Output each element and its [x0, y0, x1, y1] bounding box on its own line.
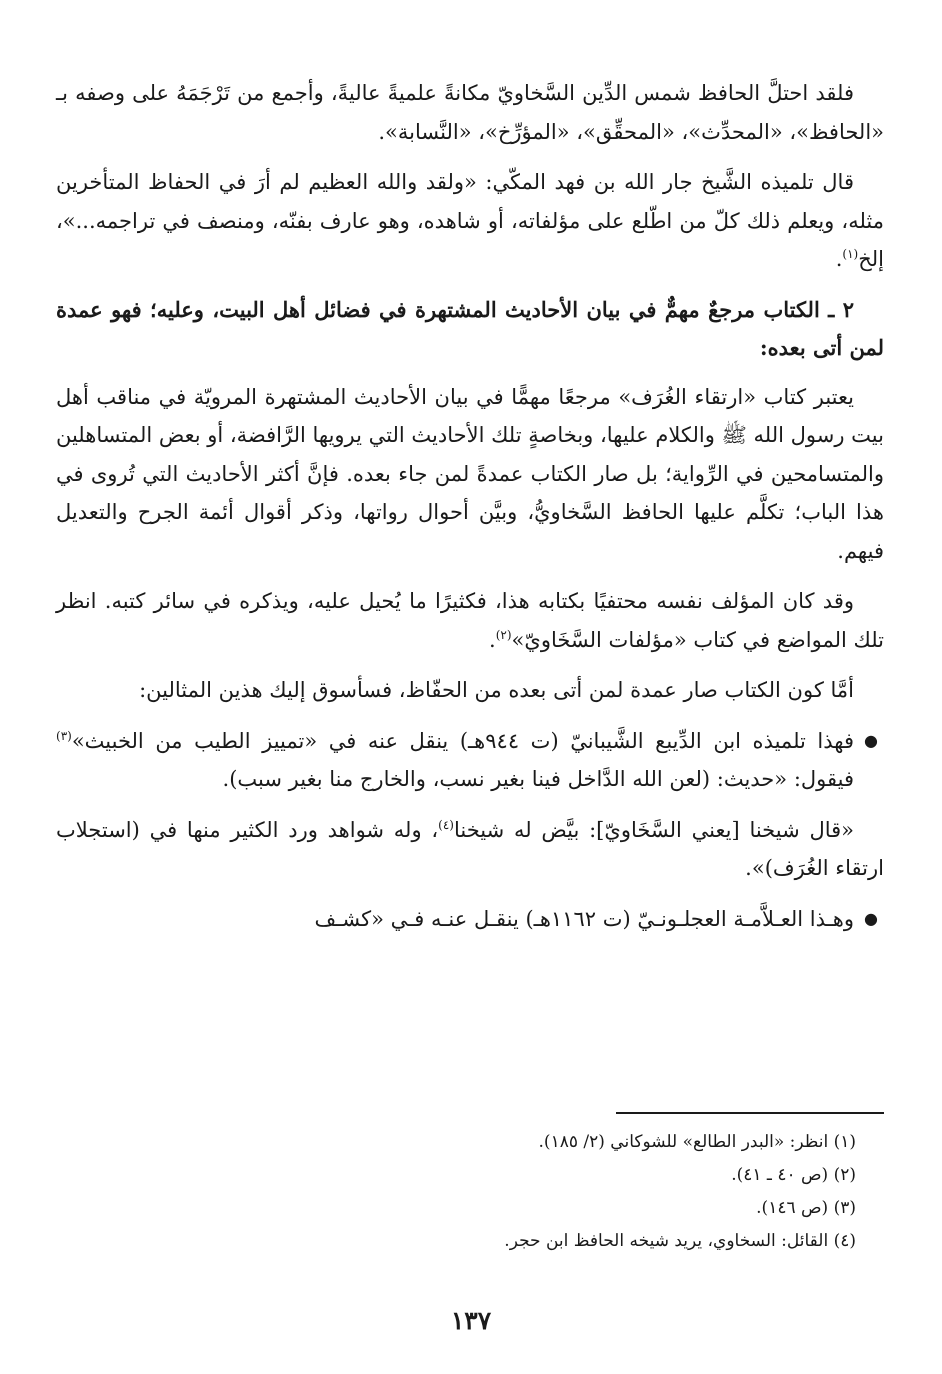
- paragraph-text: فلقد احتلَّ الحافظ شمس الدِّين السَّخاويّ مكانةً علميةً عاليةً، وأجمع من تَرْجَمَهُ على وصفه بـ «الحافظ»، «المحدِّث»، «المحقِّق»، «المؤرِّخ»، «النَّسابة».: [56, 81, 884, 144]
- paragraph-text-continued: ، وله شواهد ورد الكثير منها في (استجلاب ارتقاء الغُرَف)».: [56, 817, 884, 880]
- footnote: (٢) (ص ٤٠ ـ ٤١).: [731, 1165, 856, 1185]
- footnote-marker: (٢): [495, 627, 512, 642]
- paragraph-text: قال تلميذه الشَّيخ جار الله بن فهد المكّي: «ولقد والله العظيم لم أرَ في الحفاظ المتأخرين مثله، ويعلم ذلك كلّ من اطّلع على مؤلفاته، أو شاهده، وهو عارف بفنّه، ومنصف في تراجمه...»، إلخ: [56, 170, 884, 271]
- paragraph-text: أمَّا كون الكتاب صار عمدة لمن أتى بعده من الحفّاظ، فسأسوق إليك هذين المثالين:: [139, 678, 854, 702]
- footnote-marker: (١): [842, 247, 859, 261]
- section-heading: [56, 291, 884, 368]
- paragraph-text-continued: .: [489, 627, 496, 652]
- paragraph-text: يعتبر كتاب «ارتقاء الغُرَف» مرجعًا مهمًّا في بيان الأحاديث المشتهرة المرويّة في مناقب أهل بيت رسول الله ﷺ والكلام عليها، وبخاصةٍ تلك الأحاديث التي يرويها الرَّافضة، أو بعض المتساهلين والمتسامحين في الرِّواية؛ بل صار الكتاب عمدةً لمن جاء بعده. فإنَّ أكثر الأحاديث التي تُروى في هذا الباب؛ تكلَّم عليها الحافظ السَّخاويُّ، وبيَّن أحوال رواتها، وذكر أقوال أئمة الجرح والتعديل فيهم.: [55, 384, 884, 563]
- footnote-marker: (٣): [56, 728, 72, 743]
- paragraph: [56, 74, 884, 151]
- paragraph: [56, 378, 884, 571]
- bullet-paragraph: [56, 722, 884, 799]
- bullet-paragraph: [56, 900, 884, 939]
- footnote: (٤) القائل: السخاوي، يريد شيخه الحافظ ابن حجر.: [504, 1231, 856, 1251]
- paragraph: [56, 811, 884, 888]
- paragraph-text-continued: فيقول: «حديث: (لعن الله الدَّاخل فينا بغير نسب، والخارج منا بغير سبب).: [222, 767, 854, 791]
- footnote: (١) انظر: «البدر الطالع» للشوكاني (٢/ ١٨٥).: [538, 1132, 856, 1152]
- paragraph: [56, 163, 884, 279]
- main-text: [56, 74, 884, 950]
- page-number: ١٣٧: [450, 1306, 492, 1335]
- bullet-icon: ●: [864, 730, 878, 750]
- footnote: (٣) (ص ١٤٦).: [756, 1198, 856, 1218]
- paragraph-text: «قال شيخنا [يعني السَّخَاويّ]: بيَّض له شيخنا: [453, 817, 854, 842]
- paragraph-text: وهـذا العـلاَّمـة العجلـونـيّ (ت ١١٦٢هـ) ينقـل عنـه فـي «كشـف: [314, 906, 854, 931]
- paragraph: [56, 582, 884, 659]
- paragraph-text: ٢ ـ الكتاب مرجعٌ مهمٌّ في بيان الأحاديث المشتهرة في فضائل أهل البيت، وعليه؛ فهو عمدة لمن أتى بعده:: [56, 296, 884, 360]
- footnotes: [56, 1126, 884, 1258]
- footnote-divider: [616, 1112, 884, 1114]
- paragraph-text: وقد كان المؤلف نفسه محتفيًا بكتابه هذا، فكثيرًا ما يُحيل عليه، ويذكره في سائر كتبه. انظر تلك المواضع في كتاب «مؤلفات السَّخَاويّ»: [56, 589, 884, 652]
- paragraph: [56, 671, 884, 710]
- footnote-marker: (٤): [438, 817, 454, 832]
- paragraph-text-continued: .: [835, 247, 843, 271]
- bullet-icon: ●: [864, 908, 878, 928]
- paragraph-text: فهذا تلميذه ابن الدِّيبع الشَّيبانيّ (ت ٩٤٤هـ) ينقل عنه في «تمييز الطيب من الخبيث»: [71, 728, 855, 753]
